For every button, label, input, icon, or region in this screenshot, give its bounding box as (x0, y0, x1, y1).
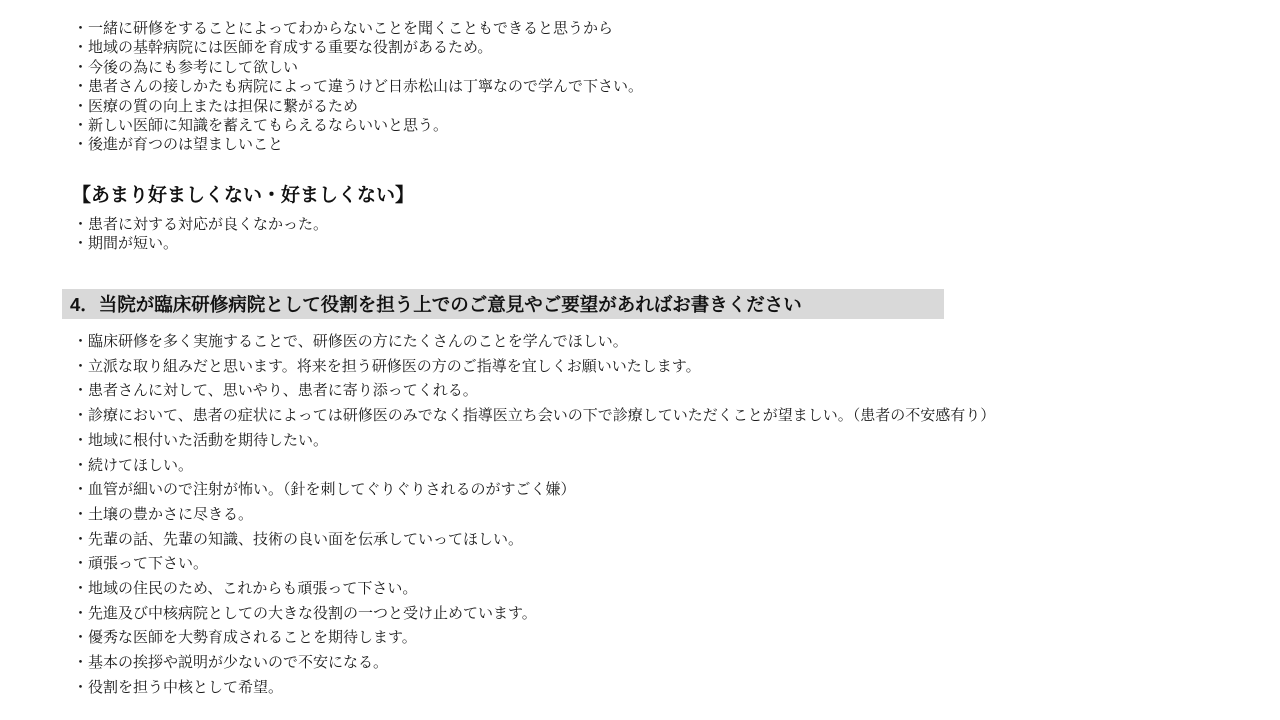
list-item: ・立派な取り組みだと思います。将来を担う研修医の方のご指導を宜しくお願いいたします。 (73, 357, 701, 375)
section4-comments-list (73, 330, 995, 701)
list-item: ・期間が短い。 (73, 235, 179, 253)
list-item: ・患者さんに対して、思いやり、患者に寄り添ってくれる。 (73, 382, 478, 400)
unfavorable-comments-list (73, 215, 328, 254)
favorable-comments-list (73, 19, 643, 155)
list-item: ・診療において、患者の症状によっては研修医のみでなく指導医立ち会いの下で診療していただくことが望ましい。（患者の不安感有り） (73, 407, 996, 425)
unfavorable-section-heading: 【あまり好ましくない・好ましくない】 (72, 185, 415, 206)
section4-heading: 4．当院が臨床研修病院として役割を担う上でのご意見やご要望があればお書きください (70, 294, 802, 315)
list-item: ・役割を担う中核として希望。 (73, 678, 284, 696)
section4-heading-bar (62, 289, 944, 319)
list-item: ・優秀な医師を大勢育成されることを期待します。 (73, 629, 417, 647)
list-item: ・患者に対する対応が良くなかった。 (73, 216, 329, 233)
list-item: ・地域の住民のため、これからも頑張って下さい。 (73, 580, 418, 598)
list-item: ・地域に根付いた活動を期待したい。 (73, 431, 329, 449)
list-item: ・患者さんの接しかたも病院によって違うけど日赤松山は丁寧なので学んで下さい。 (73, 78, 644, 96)
list-item: ・臨床研修を多く実施することで、研修医の方にたくさんのことを学んでほしい。 (73, 333, 628, 350)
list-item: ・地域の基幹病院には医師を育成する重要な役割があるため。 (73, 39, 493, 57)
list-item: ・先輩の話、先輩の知識、技術の良い面を伝承していってほしい。 (73, 530, 524, 548)
list-item: ・続けてほしい。 (73, 456, 194, 474)
list-item: ・先進及び中核病院としての大きな役割の一つと受け止めています。 (73, 604, 537, 622)
list-item: ・後進が育つのは望ましいこと (73, 136, 284, 154)
list-item: ・基本の挨拶や説明が少ないので不安になる。 (73, 654, 389, 672)
list-item: ・頑張って下さい。 (73, 555, 209, 573)
list-item: ・土壌の豊かさに尽きる。 (73, 505, 254, 523)
list-item: ・医療の質の向上または担保に繋がるため (73, 97, 359, 115)
list-item: ・血管が細いので注射が怖い。（針を刺してぐりぐりされるのがすごく嫌） (73, 481, 576, 499)
list-item: ・今後の為にも参考にして欲しい (73, 58, 299, 76)
list-item: ・一緒に研修をすることによってわからないことを聞くこともできると思うから (73, 20, 614, 37)
list-item: ・新しい医師に知識を蓄えてもらえるならいいと思う。 (73, 117, 449, 135)
